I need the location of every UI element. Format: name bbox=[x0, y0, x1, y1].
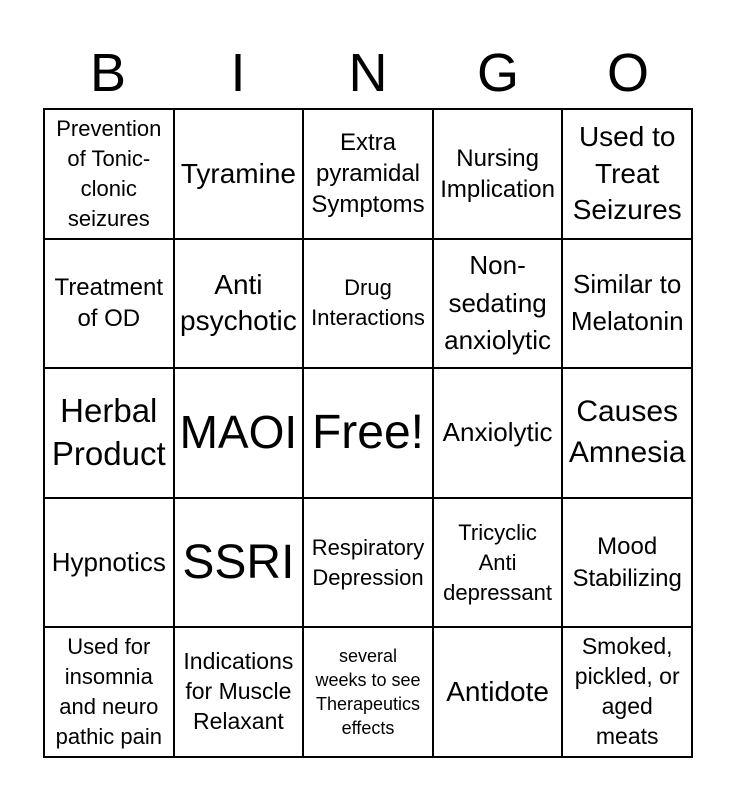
cell-text: MAOI bbox=[179, 406, 298, 459]
cell-text: Non- sedating anxiolytic bbox=[444, 249, 552, 356]
bingo-cell[interactable] bbox=[562, 368, 692, 498]
bingo-header bbox=[43, 38, 693, 108]
cell-text: Indications for Muscle Relaxant bbox=[183, 648, 294, 735]
cell-text: Similar to Melatonin bbox=[570, 268, 684, 337]
cell-text: Hypnotics bbox=[51, 546, 166, 577]
cell-text: Drug Interactions bbox=[311, 275, 425, 331]
bingo-cell[interactable] bbox=[562, 109, 692, 239]
cell-text: Mood Stabilizing bbox=[572, 533, 682, 592]
header-letter-i: I bbox=[230, 43, 246, 103]
bingo-cell[interactable] bbox=[44, 627, 174, 757]
bingo-cell[interactable] bbox=[174, 368, 304, 498]
cell-text: Tyramine bbox=[180, 157, 296, 189]
cell-text: Anxiolytic bbox=[442, 417, 553, 448]
bingo-cell[interactable] bbox=[433, 239, 563, 369]
bingo-grid bbox=[43, 108, 693, 758]
cell-text: Antidote bbox=[446, 676, 549, 707]
cell-text: SSRI bbox=[182, 535, 295, 589]
bingo-cell[interactable] bbox=[562, 498, 692, 628]
cell-text: Anti psychotic bbox=[180, 269, 297, 337]
bingo-cell[interactable] bbox=[174, 627, 304, 757]
bingo-cell[interactable] bbox=[433, 498, 563, 628]
bingo-cell[interactable] bbox=[44, 368, 174, 498]
bingo-cell[interactable] bbox=[174, 498, 304, 628]
bingo-cell[interactable] bbox=[174, 239, 304, 369]
bingo-cell[interactable] bbox=[303, 498, 433, 628]
cell-text: Extra pyramidal Symptoms bbox=[311, 129, 425, 219]
bingo-cell[interactable] bbox=[562, 239, 692, 369]
bingo-free-cell[interactable] bbox=[303, 368, 433, 498]
cell-text: several weeks to see Therapeutics effects bbox=[315, 645, 421, 739]
cell-text: Nursing Implication bbox=[440, 144, 555, 203]
cell-text: Free! bbox=[311, 406, 424, 460]
bingo-cell[interactable] bbox=[433, 368, 563, 498]
bingo-cell[interactable] bbox=[174, 109, 304, 239]
cell-text: Herbal Product bbox=[51, 392, 166, 472]
header-letter-o: O bbox=[606, 43, 649, 103]
cell-text: Respiratory Depression bbox=[311, 534, 425, 590]
bingo-cell[interactable] bbox=[44, 498, 174, 628]
cell-text: Used to Treat Seizures bbox=[572, 121, 682, 225]
bingo-cell[interactable] bbox=[44, 109, 174, 239]
bingo-cell[interactable] bbox=[303, 627, 433, 757]
header-letter-n: N bbox=[348, 43, 388, 103]
header-letter-g: G bbox=[476, 43, 519, 103]
cell-text: Tricyclic Anti depressant bbox=[443, 519, 553, 605]
bingo-cell[interactable] bbox=[433, 627, 563, 757]
bingo-cell[interactable] bbox=[303, 109, 433, 239]
header-letter-b: B bbox=[89, 43, 127, 103]
bingo-cell[interactable] bbox=[44, 239, 174, 369]
cell-text: Causes Amnesia bbox=[568, 395, 686, 469]
cell-text: Treatment of OD bbox=[54, 274, 164, 333]
cell-text: Prevention of Tonic- clonic seizures bbox=[56, 115, 162, 231]
bingo-cell[interactable] bbox=[562, 627, 692, 757]
bingo-cell[interactable] bbox=[433, 109, 563, 239]
cell-text: Used for insomnia and neuro pathic pain bbox=[55, 634, 162, 750]
bingo-cell[interactable] bbox=[303, 239, 433, 369]
cell-text: Smoked, pickled, or aged meats bbox=[574, 633, 680, 750]
